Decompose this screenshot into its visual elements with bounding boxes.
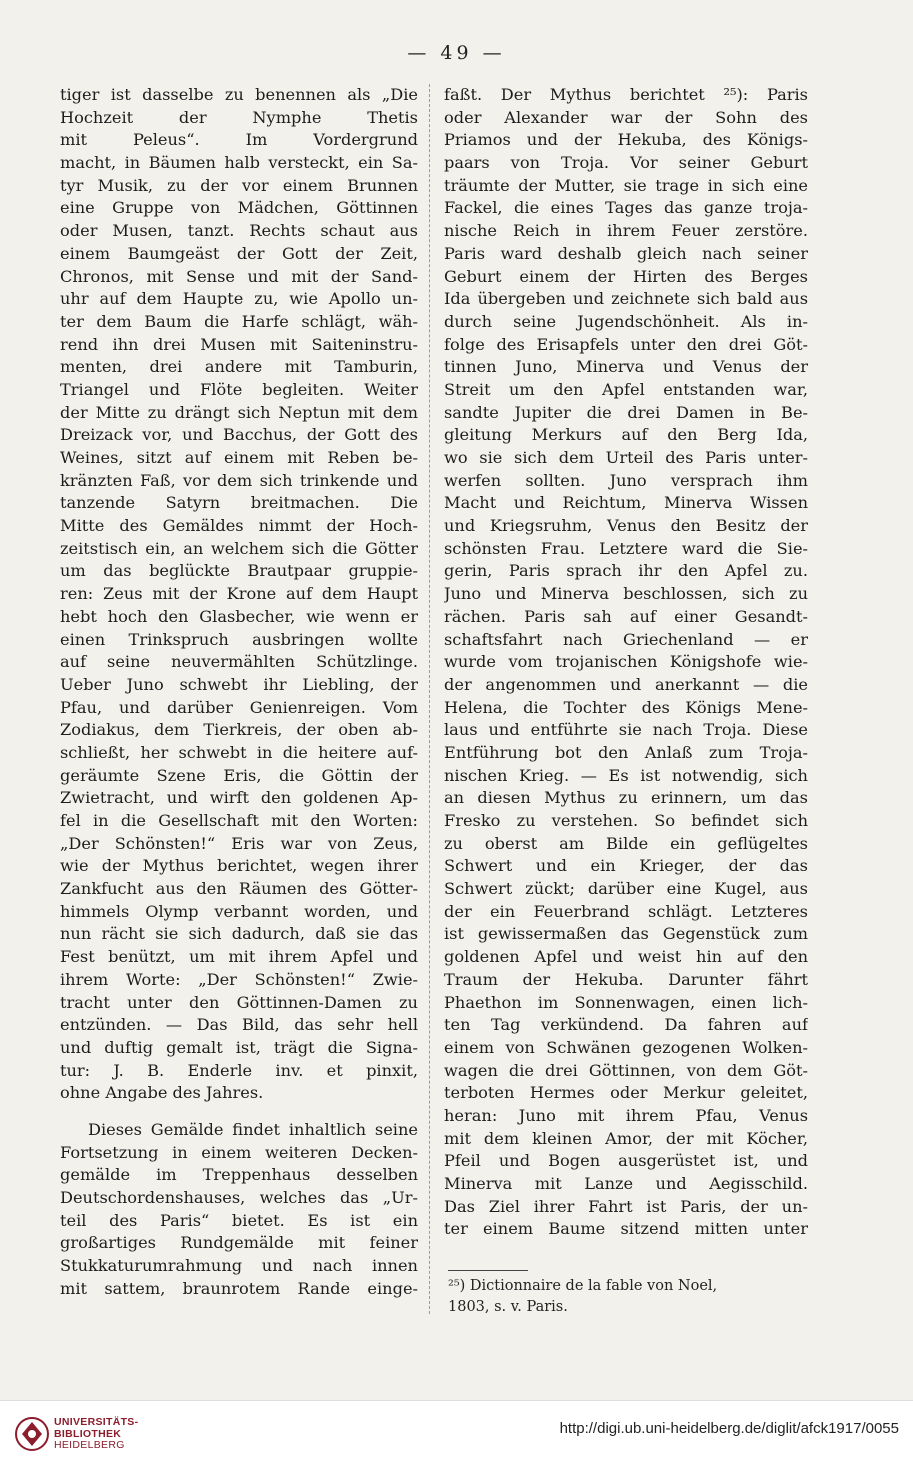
column-divider: [429, 84, 431, 1314]
text-line: ohne Angabe des Jahres.: [60, 1083, 264, 1103]
text-line: Fresko zu verstehen. So befindet sich: [444, 811, 808, 830]
left-column: [60, 84, 418, 1300]
right-column: [444, 84, 808, 1241]
text-line: ihrem Worte: „Der Schönsten!“ Zwie-: [60, 969, 418, 989]
text-line: mit sattem, braunrotem Rande einge-: [60, 1278, 418, 1298]
text-line: fel in die Gesellschaft mit den Worten:: [60, 811, 418, 830]
text-line: Fackel, die eines Tages das ganze troja-: [444, 198, 808, 218]
text-line: Stukkaturumrahmung und nach innen: [60, 1256, 418, 1276]
text-line: eine Gruppe von Mädchen, Göttinnen: [60, 198, 418, 218]
text-line: nischen Krieg. — Es ist notwendig, sich: [444, 765, 808, 785]
text-line: um das beglückte Brautpaar gruppie-: [60, 561, 418, 581]
text-line: kränzten Faß, vor dem sich trinkende und: [60, 470, 418, 490]
text-line: teil des Paris“ bietet. Es ist ein: [60, 1210, 418, 1230]
text-line: gleitung Merkurs auf den Berg Ida,: [444, 425, 808, 445]
text-line: macht, in Bäumen halb versteckt, ein Sa-: [60, 153, 418, 173]
text-line: Pfeil und Bogen ausgerüstet ist, und: [444, 1151, 808, 1171]
paragraph-gap: [60, 1105, 418, 1119]
footnote-rule: [448, 1270, 528, 1271]
text-line: Paris ward deshalb gleich nach seiner: [444, 243, 808, 263]
text-line: Fest benützt, um mit ihrem Apfel und: [60, 947, 418, 967]
text-line: mit Peleus“. Im Vordergrund: [60, 130, 418, 150]
text-line: Ueber Juno schwebt ihr Liebling, der: [60, 674, 418, 694]
text-line: tracht unter den Göttinnen-Damen zu: [60, 992, 418, 1012]
footnote: [448, 1276, 808, 1318]
text-line: ist gewissermaßen das Gegenstück zum: [444, 924, 808, 944]
text-line: ren: Zeus mit der Krone auf dem Haupt: [60, 584, 418, 604]
text-line: Dreizack vor, und Bacchus, der Gott des: [60, 425, 418, 445]
text-line: oder Alexander war der Sohn des: [444, 107, 808, 127]
logo-line-2: BIBLIOTHEK: [54, 1427, 122, 1440]
text-line: Juno und Minerva beschlossen, sich zu: [444, 584, 808, 604]
left-paragraph-1: [60, 84, 418, 1105]
text-line: Hochzeit der Nymphe Thetis: [60, 107, 418, 127]
text-line: ter dem Baum die Harfe schlägt, wäh-: [60, 311, 418, 331]
text-line: tyr Musik, zu der vor einem Brunnen: [60, 175, 418, 195]
text-line: hebt hoch den Glasbecher, wie wenn er: [60, 606, 418, 626]
text-line: Pfau, und darüber Genienreigen. Vom: [60, 697, 418, 717]
text-line: einen Trinkspruch ausbringen wollte: [60, 629, 418, 649]
library-seal-icon: [14, 1416, 50, 1452]
text-line: Zwietracht, und wirft den goldenen Ap-: [60, 788, 418, 808]
text-line: nun rächt sie sich dadurch, daß sie das: [60, 924, 418, 944]
text-line: „Der Schönsten!“ Eris war von Zeus,: [60, 833, 418, 853]
text-line: Schwert und ein Krieger, der das: [444, 856, 808, 876]
text-line: Traum der Hekuba. Darunter fährt: [444, 969, 808, 989]
text-line: rächen. Paris sah auf einer Gesandt-: [444, 606, 808, 626]
text-line: himmels Olymp verbannt worden, und: [60, 901, 418, 921]
right-paragraph: [444, 84, 808, 1241]
text-line: Triangel und Flöte begleiten. Weiter: [60, 379, 418, 399]
text-line: sandte Jupiter die drei Damen in Be-: [444, 402, 808, 422]
logo-line-3: HEIDELBERG: [54, 1439, 125, 1451]
text-line: tanzende Satyrn breitmachen. Die: [60, 493, 418, 513]
text-line: und Kriegsruhm, Venus den Besitz der: [444, 516, 808, 536]
text-line: Weines, sitzt auf einem mit Reben be-: [60, 448, 418, 467]
logo-line-1: UNIVERSITÄTS-: [54, 1416, 139, 1428]
footnote-line: ²⁵) Dictionnaire de la fable von Noel,: [448, 1278, 718, 1294]
text-line: einem von Schwänen gezogenen Wolken-: [444, 1037, 808, 1057]
text-line: geräumte Szene Eris, die Göttin der: [60, 765, 418, 785]
text-line: Deutschordenshauses, welches das „Ur-: [60, 1188, 418, 1207]
text-line: tinnen Juno, Minerva und Venus der: [444, 357, 808, 377]
text-line: auf seine neuvermählten Schützlinge.: [60, 652, 418, 672]
text-line: schönsten Frau. Letztere ward die Sie-: [444, 538, 808, 558]
left-paragraph-2: [60, 1119, 418, 1301]
text-line: und duftig gemalt ist, trägt die Signa-: [60, 1037, 418, 1057]
text-line: schließt, her schwebt in die heitere auf-: [60, 742, 418, 762]
text-line: goldenen Apfel und weist hin auf den: [444, 947, 808, 967]
text-line: Macht und Reichtum, Minerva Wissen: [444, 493, 808, 513]
text-line: einem Baumgeäst der Gott der Zeit,: [60, 243, 418, 263]
footnote-line: 1803, s. v. Paris.: [448, 1299, 568, 1315]
text-line: gemälde im Treppenhaus desselben: [60, 1165, 418, 1185]
text-line: Minerva mit Lanze und Aegisschild.: [444, 1174, 808, 1193]
text-line: wagen die drei Göttinnen, von dem Göt-: [444, 1060, 808, 1080]
text-line: zeitstisch ein, an welchem sich die Götter: [60, 538, 418, 558]
text-line: der Mitte zu drängt sich Neptun mit dem: [60, 402, 418, 422]
text-line: terboten Hermes oder Merkur geleitet,: [444, 1083, 808, 1103]
text-line: rend ihn drei Musen mit Saiteninstru-: [60, 334, 418, 354]
text-line: ten Tag verkündend. Da fahren auf: [444, 1015, 808, 1035]
text-line: Chronos, mit Sense und mit der Sand-: [60, 266, 418, 286]
text-line: oder Musen, tanzt. Rechts schaut aus: [60, 221, 418, 241]
text-line: nische Reich in ihrem Feuer zerstöre.: [444, 221, 808, 241]
text-line: werfen sollten. Juno versprach ihm: [444, 470, 808, 490]
text-line: Priamos und der Hekuba, des Königs-: [444, 130, 808, 150]
text-line: folge des Erisapfels unter den drei Göt-: [444, 334, 808, 354]
text-line: zu oberst am Bilde ein geflügeltes: [444, 833, 808, 853]
text-line: laus und entführte sie nach Troja. Diese: [444, 720, 808, 740]
text-line: entzünden. — Das Bild, das sehr hell: [60, 1015, 418, 1035]
text-line: faßt. Der Mythus berichtet ²⁵): Paris: [444, 85, 808, 104]
text-line: träumte der Mutter, sie trage in sich eine: [444, 175, 808, 195]
text-line: wie der Mythus berichtet, wegen ihrer: [60, 856, 418, 876]
text-line: Schwert zückt; darüber eine Kugel, aus: [444, 879, 808, 899]
text-line: Ida übergeben und zeichnete sich bald aus: [444, 289, 808, 309]
text-line: Phaethon im Sonnenwagen, einen lich-: [444, 992, 808, 1012]
text-line: durch seine Jugendschönheit. Als in-: [444, 311, 808, 331]
text-line: Dieses Gemälde findet inhaltlich seine: [88, 1119, 418, 1139]
text-line: mit dem kleinen Amor, der mit Köcher,: [444, 1128, 808, 1148]
text-line: Streit um den Apfel entstanden war,: [444, 379, 808, 399]
text-line: Fortsetzung in einem weiteren Decken-: [60, 1142, 418, 1162]
text-line: wurde vom trojanischen Königshofe wie-: [444, 652, 808, 672]
page-number: — 49 —: [407, 42, 506, 64]
text-line: Mitte des Gemäldes nimmt der Hoch-: [60, 516, 418, 536]
text-line: tur: J. B. Enderle inv. et pinxit,: [60, 1060, 418, 1080]
text-line: großartiges Rundgemälde mit feiner: [60, 1233, 418, 1253]
text-line: uhr auf dem Haupte zu, wie Apollo un-: [60, 289, 418, 309]
text-line: tiger ist dasselbe zu benennen als „Die: [60, 85, 418, 104]
text-line: ter einem Baume sitzend mitten unter: [444, 1219, 808, 1239]
source-url-link[interactable]: http://digi.ub.uni-heidelberg.de/diglit/afck1917/0055: [559, 1420, 899, 1437]
text-line: gerin, Paris sprach ihr den Apfel zu.: [444, 561, 808, 581]
text-line: paars von Troja. Vor seiner Geburt: [444, 153, 808, 173]
text-line: der angenommen und anerkannt — die: [444, 674, 808, 694]
text-line: schaftsfahrt nach Griechenland — er: [444, 629, 808, 649]
library-logo-text: [54, 1417, 138, 1452]
text-line: heran: Juno mit ihrem Pfau, Venus: [444, 1105, 808, 1125]
text-line: an diesen Mythus zu erinnern, um das: [444, 788, 808, 808]
text-line: Entführung bot den Anlaß zum Troja-: [444, 742, 808, 762]
text-line: der ein Feuerbrand schlägt. Letzteres: [444, 901, 808, 921]
text-line: menten, drei andere mit Tamburin,: [60, 357, 418, 377]
text-line: Das Ziel ihrer Fahrt ist Paris, der un-: [444, 1196, 808, 1216]
text-line: Helena, die Tochter des Königs Mene-: [444, 697, 808, 717]
text-line: Zankfucht aus den Räumen des Götter-: [60, 879, 418, 899]
text-line: wo sie sich dem Urteil des Paris unter-: [444, 448, 808, 467]
text-line: Zodiakus, dem Tierkreis, der oben ab-: [60, 720, 418, 740]
text-line: Geburt einem der Hirten des Berges: [444, 266, 808, 286]
